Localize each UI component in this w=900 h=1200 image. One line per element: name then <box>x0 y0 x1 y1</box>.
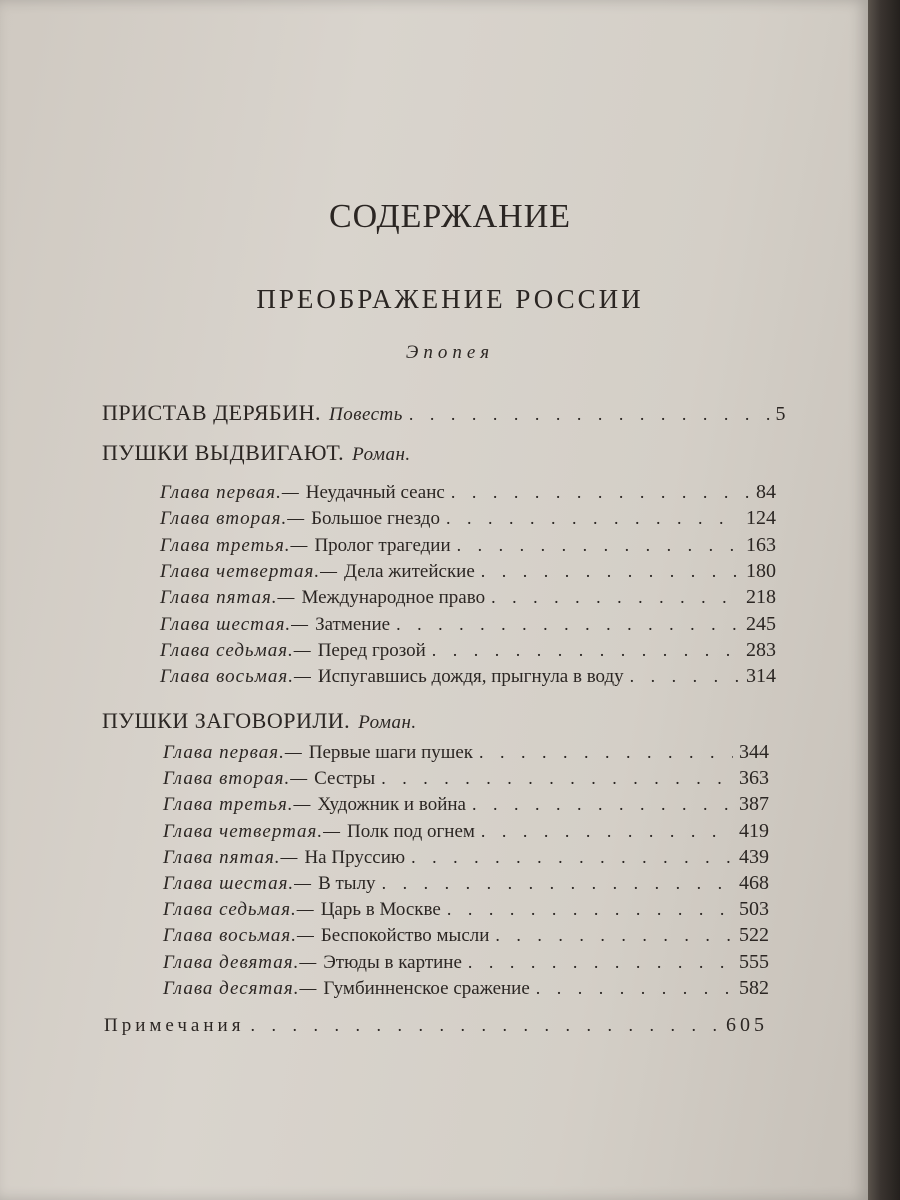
chapter-label: Глава пятая.— <box>160 587 296 609</box>
chapter-label: Глава вторая.— <box>163 768 309 790</box>
work1-page: 5 <box>775 403 786 425</box>
series-title: ПРЕОБРАЖЕНИЕ РОССИИ <box>256 284 644 314</box>
chapter-page: 344 <box>739 741 769 763</box>
chapter-page: 124 <box>746 507 776 530</box>
chapter-page: 180 <box>746 559 776 582</box>
chapter-entry <box>160 665 776 688</box>
chapter-page: 419 <box>739 819 769 842</box>
contents-title: СОДЕРЖАНИЕ <box>328 198 572 235</box>
chapter-label: Глава шестая.— <box>160 613 310 635</box>
chapter-label: Глава десятая.— <box>163 977 318 999</box>
chapter-entry <box>160 560 776 583</box>
notes-page: 605 <box>726 1014 768 1036</box>
chapter-title: Неудачный сеанс <box>305 482 445 503</box>
chapter-label: Глава девятая.— <box>163 951 318 973</box>
dot-leader <box>451 482 750 503</box>
chapter-label: Глава вторая.— <box>160 508 306 530</box>
chapter-label: Глава восьмая.— <box>163 925 315 947</box>
chapter-page: 468 <box>739 872 769 894</box>
chapter-title: Первые шаги пушек <box>308 742 474 763</box>
chapter-label: Глава первая.— <box>163 742 303 763</box>
chapter-entry <box>163 741 769 764</box>
chapter-entry <box>160 639 776 662</box>
chapter-title: Царь в Москве <box>320 899 441 921</box>
chapter-entry <box>163 767 769 790</box>
work3-kind: Роман. <box>358 712 417 733</box>
dot-leader <box>447 899 733 920</box>
chapter-title: Большое гнездо <box>311 508 440 530</box>
dot-leader <box>630 666 740 687</box>
chapter-page: 503 <box>739 898 769 921</box>
chapter-page: 218 <box>746 586 776 609</box>
work3-title: ПУШКИ ЗАГОВОРИЛИ. <box>102 708 351 733</box>
chapter-entry <box>163 951 769 974</box>
dot-leader <box>495 925 733 946</box>
dot-leader <box>381 768 733 789</box>
chapter-entry <box>160 613 776 636</box>
work1-title: ПРИСТАВ ДЕРЯБИН. <box>102 400 321 425</box>
toc-entry-work2 <box>102 440 411 466</box>
chapter-label: Глава первая.— <box>160 482 300 503</box>
dot-leader <box>491 587 740 608</box>
chapter-title: Испугавшись дождя, прыгнула в воду <box>317 666 624 688</box>
dot-leader <box>457 535 740 556</box>
dot-leader <box>409 404 770 425</box>
work2-title: ПУШКИ ВЫДВИГАЮТ. <box>102 440 345 465</box>
dot-leader <box>396 614 740 635</box>
chapter-page: 387 <box>739 793 769 816</box>
chapter-page: 555 <box>739 950 769 973</box>
chapter-entry <box>163 898 769 921</box>
chapter-title: Гумбинненское сражение <box>323 977 530 999</box>
chapter-label: Глава третья.— <box>160 534 309 556</box>
chapter-page: 84 <box>756 481 776 503</box>
chapter-entry <box>160 481 776 504</box>
chapter-page: 283 <box>746 638 776 661</box>
chapter-title: Художник и война <box>317 794 466 816</box>
chapter-page: 582 <box>739 976 769 999</box>
work1-kind: Повесть <box>328 404 403 425</box>
notes-title: Примечания <box>104 1015 245 1036</box>
dot-leader <box>446 508 740 529</box>
chapter-page: 163 <box>746 533 776 556</box>
chapter-page: 522 <box>739 924 769 947</box>
chapter-label: Глава седьмая.— <box>160 639 312 661</box>
chapter-page: 363 <box>739 767 769 790</box>
chapter-page: 314 <box>746 665 776 688</box>
chapter-entry <box>160 507 776 530</box>
dot-leader <box>481 821 733 842</box>
chapter-title: Международное право <box>301 587 486 609</box>
chapter-entry <box>160 534 776 557</box>
toc-entry-work3 <box>102 708 417 734</box>
dot-leader <box>432 640 740 661</box>
chapter-title: Дела житейские <box>344 560 475 582</box>
dot-leader <box>472 794 733 815</box>
chapter-title: На Пруссию <box>304 846 406 868</box>
toc-entry-notes <box>104 1014 768 1037</box>
chapter-entry <box>163 872 769 895</box>
dot-leader <box>536 978 733 999</box>
chapter-label: Глава пятая.— <box>163 846 299 868</box>
chapter-title: Полк под огнем <box>347 820 475 842</box>
chapter-entry <box>163 924 769 947</box>
dot-leader <box>468 952 733 973</box>
chapter-entry <box>163 977 769 1000</box>
chapter-label: Глава четвертая.— <box>163 820 342 842</box>
dot-leader <box>382 873 733 894</box>
chapter-title: Беспокойство мысли <box>320 925 490 947</box>
chapter-title: В тылу <box>318 873 376 894</box>
dot-leader <box>479 742 733 763</box>
chapter-title: Сестры <box>314 768 376 790</box>
chapter-label: Глава седьмая.— <box>163 899 315 921</box>
chapter-entry <box>163 846 769 869</box>
work2-kind: Роман. <box>352 444 411 465</box>
dot-leader <box>250 1015 720 1036</box>
chapter-label: Глава четвертая.— <box>160 560 339 582</box>
chapter-entry <box>163 820 769 843</box>
series-genre: Эпопея <box>405 342 495 363</box>
chapter-page: 245 <box>746 612 776 635</box>
chapter-entry <box>160 586 776 609</box>
dot-leader <box>481 561 740 582</box>
toc-entry-work1 <box>102 400 786 426</box>
chapter-label: Глава третья.— <box>163 794 312 816</box>
chapter-title: Перед грозой <box>317 639 426 661</box>
chapter-title: Затмение <box>315 613 391 635</box>
dot-leader <box>411 847 733 868</box>
chapter-page: 439 <box>739 845 769 868</box>
chapter-label: Глава шестая.— <box>163 873 313 894</box>
chapter-title: Пролог трагедии <box>314 534 451 556</box>
book-edge <box>868 0 900 1200</box>
chapter-title: Этюды в картине <box>323 951 462 973</box>
chapter-entry <box>163 793 769 816</box>
chapter-label: Глава восьмая.— <box>160 666 312 688</box>
